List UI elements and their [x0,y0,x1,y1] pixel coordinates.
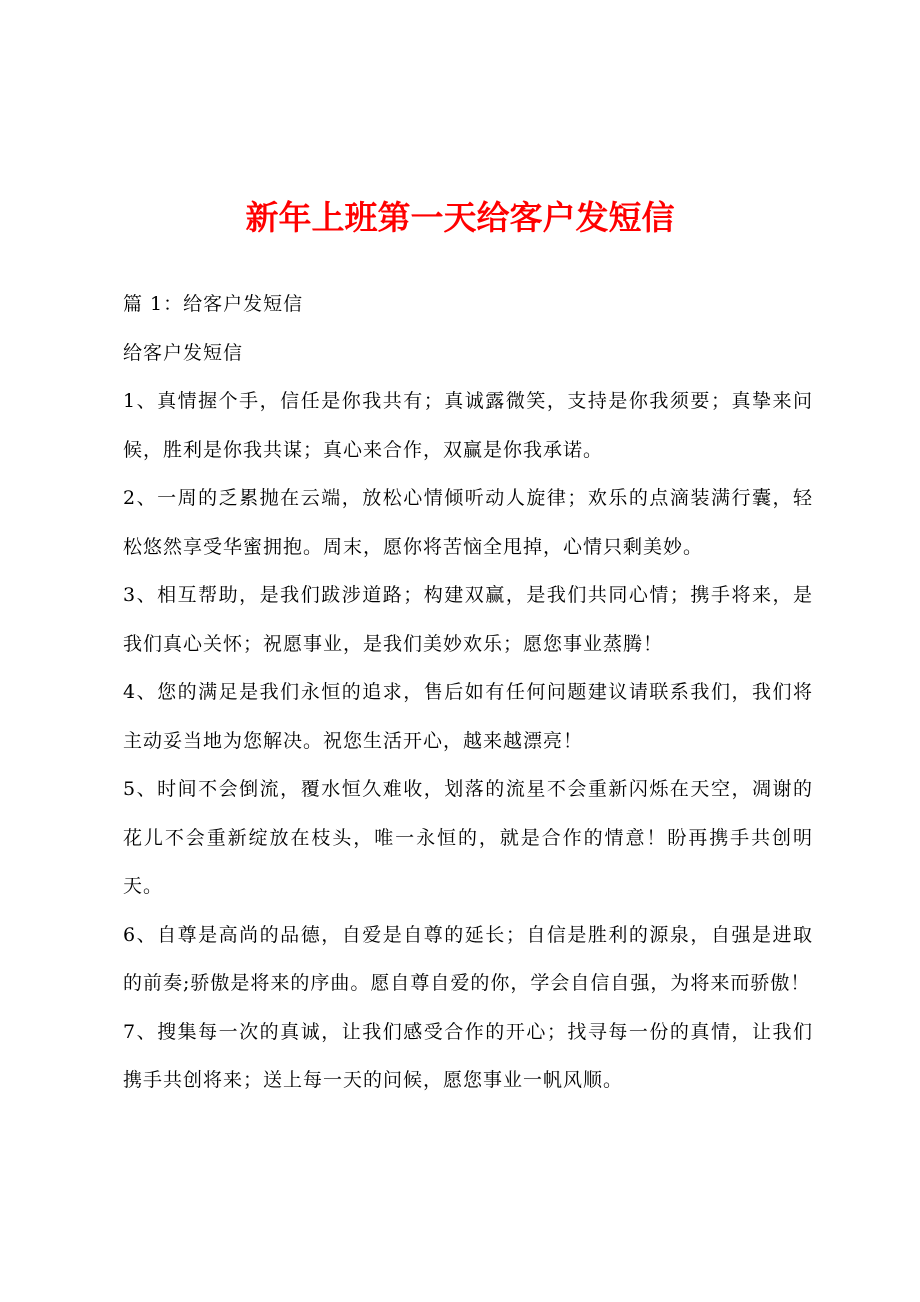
message-item-5: 5、时间不会倒流，覆水恒久难收，划落的流星不会重新闪烁在天空，凋谢的花儿不会重新绽放在枝头，唯一永恒的，就是合作的情意！盼再携手共创明天。 [123,778,813,897]
message-item-3: 3、相互帮助，是我们跋涉道路；构建双赢，是我们共同心情；携手将来，是我们真心关怀；祝愿事业，是我们美妙欢乐；愿您事业蒸腾！ [123,584,813,655]
message-item-6: 6、自尊是高尚的品德，自爱是自尊的延长；自信是胜利的源泉，自强是进取的前奏;骄傲是将来的序曲。愿自尊自爱的你，学会自信自强，为将来而骄傲！ [123,923,813,994]
message-item-2: 2、一周的乏累抛在云端，放松心情倾听动人旋律；欢乐的点滴装满行囊，轻松悠然享受华蜜拥抱。周末，愿你将苦恼全甩掉，心情只剩美妙。 [123,487,813,558]
subheading: 给客户发短信 [123,341,244,364]
message-item-1: 1、真情握个手，信任是你我共有；真诚露微笑，支持是你我须要；真挚来问候，胜利是你我共谋；真心来合作，双赢是你我承诺。 [123,390,813,461]
message-item-7: 7、搜集每一次的真诚，让我们感受合作的开心；找寻每一份的真情，让我们携手共创将来；送上每一天的问候，愿您事业一帆风顺。 [123,1020,813,1091]
message-item-4: 4、您的满足是我们永恒的追求，售后如有任何问题建议请联系我们，我们将主动妥当地为您解决。祝您生活开心，越来越漂亮！ [123,681,813,752]
document-body [123,280,813,1105]
document-title: 新年上班第一天给客户发短信 [245,198,675,237]
section-heading: 篇 1：给客户发短信 [123,293,304,315]
